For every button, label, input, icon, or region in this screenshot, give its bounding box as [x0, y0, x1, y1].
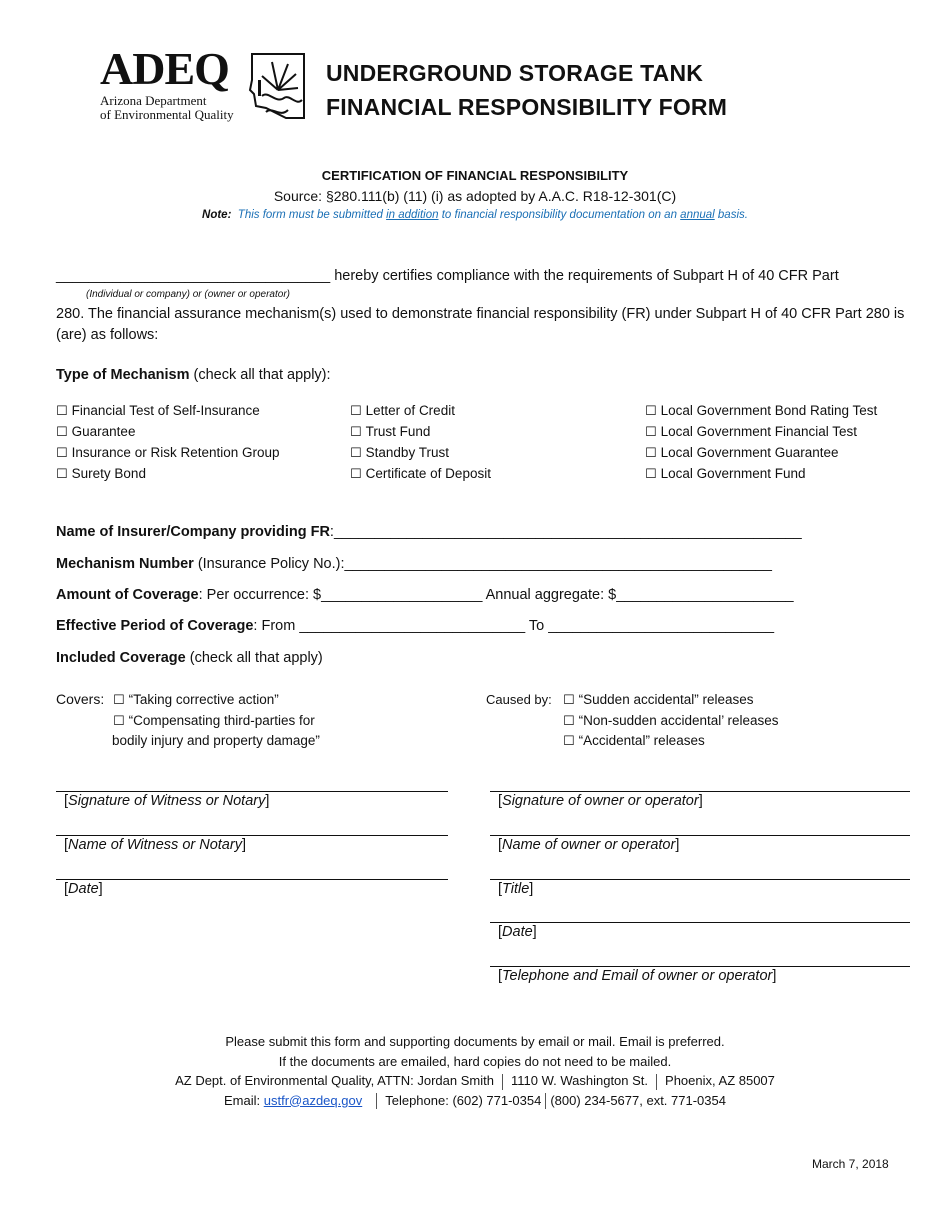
checkbox-icon[interactable]: ☐ [56, 467, 68, 482]
mechanism-column-1 [56, 401, 280, 485]
note-emphasis-annual: annual [680, 209, 715, 221]
checkbox-icon[interactable]: ☐ [350, 404, 362, 419]
witness-date-line[interactable] [56, 879, 448, 880]
mechanism-option[interactable]: ☐ Standby Trust [350, 445, 449, 461]
certifier-caption: (Individual or company) or (owner or operator) [86, 289, 290, 300]
witness-name-line[interactable] [56, 835, 448, 836]
owner-contact-label: [Telephone and Email of owner or operator] [498, 968, 777, 984]
mechanism-option[interactable]: ☐ Letter of Credit [350, 403, 455, 419]
checkbox-icon[interactable]: ☐ [350, 467, 362, 482]
checkbox-icon[interactable]: ☐ [645, 467, 657, 482]
mechanism-column-3 [645, 401, 877, 485]
owner-name-label: [Name of owner or operator] [498, 837, 680, 853]
checkbox-icon[interactable]: ☐ [113, 693, 125, 708]
certify-text: hereby certifies compliance with the requirements of Subpart H of 40 CFR Part [330, 268, 839, 284]
caused-by-option[interactable]: ☐ “Accidental” releases [563, 733, 705, 749]
footer-line-1: Please submit this form and supporting documents by email or mail. Email is preferred. [225, 1034, 725, 1049]
submission-footer [0, 1032, 950, 1110]
owner-date-line[interactable] [490, 922, 910, 923]
owner-title-label: [Title] [498, 881, 534, 897]
checkbox-icon[interactable]: ☐ [563, 693, 575, 708]
witness-signature-label: [Signature of Witness or Notary] [64, 793, 270, 809]
mechanism-number-field[interactable] [56, 556, 772, 572]
insurer-field[interactable] [56, 524, 802, 540]
amount-blanks[interactable]: : Per occurrence: $____________________ Annual aggregate: $______________________ [198, 587, 794, 603]
note-emphasis-in-addition: in addition [386, 209, 439, 221]
checkbox-icon[interactable]: ☐ [56, 446, 68, 461]
mechanism-option[interactable]: ☐ Local Government Fund [645, 466, 806, 482]
included-label: Included Coverage [56, 650, 186, 666]
mechanism-option[interactable]: ☐ Financial Test of Self-Insurance [56, 403, 260, 419]
checkbox-icon[interactable]: ☐ [350, 425, 362, 440]
footer-address: AZ Dept. of Environmental Quality, ATTN: Jordan Smith 1110 W. Washington St. Phoenix, AZ 85007 [175, 1073, 775, 1088]
checkbox-icon[interactable]: ☐ [563, 734, 575, 749]
certify-statement [56, 268, 839, 284]
email-link[interactable]: ustfr@azdeq.gov [263, 1092, 363, 1108]
certifier-name-blank[interactable]: __________________________________ [56, 268, 331, 284]
mechanism-option[interactable]: ☐ Local Government Guarantee [645, 445, 839, 461]
checkbox-icon[interactable]: ☐ [645, 446, 657, 461]
form-revision-date: March 7, 2018 [812, 1157, 889, 1171]
checkbox-icon[interactable]: ☐ [56, 404, 68, 419]
coverage-period-field[interactable] [56, 618, 774, 634]
note-text-mid: to financial responsibility documentation on an [438, 209, 681, 221]
separator [545, 1093, 546, 1109]
mechanism-option[interactable]: ☐ Guarantee [56, 424, 136, 440]
checkbox-icon[interactable]: ☐ [113, 714, 125, 729]
insurer-blank[interactable]: :__________________________________________________________ [329, 524, 802, 540]
logo-subtitle-line1: Arizona Department [100, 93, 207, 108]
covers-option[interactable]: ☐ “Compensating third-parties for [113, 713, 315, 729]
checkbox-icon[interactable]: ☐ [563, 714, 575, 729]
footer-contact: Email: ustfr@azdeq.gov Telephone: (602) 771-0354 (800) 234-5677, ext. 771-0354 [224, 1092, 726, 1108]
arizona-state-icon [248, 50, 308, 122]
mechanism-option[interactable]: ☐ Certificate of Deposit [350, 466, 491, 482]
owner-title-line[interactable] [490, 879, 910, 880]
mechanism-number-label: Mechanism Number [56, 556, 194, 572]
caused-by-option[interactable]: ☐ “Sudden accidental” releases [563, 692, 754, 708]
witness-signature-line[interactable] [56, 791, 448, 792]
form-title-line2: FINANCIAL RESPONSIBILITY FORM [326, 94, 728, 120]
period-blanks[interactable]: : From ____________________________ To ____________________________ [253, 618, 775, 634]
checkbox-icon[interactable]: ☐ [645, 425, 657, 440]
owner-contact-line[interactable] [490, 966, 910, 967]
owner-date-label: [Date] [498, 924, 537, 940]
mechanism-heading [56, 367, 331, 383]
checkbox-icon[interactable]: ☐ [350, 446, 362, 461]
amount-of-coverage-field[interactable] [56, 587, 794, 603]
separator [376, 1093, 377, 1109]
mechanism-heading-bold: Type of Mechanism [56, 367, 190, 383]
mechanism-option[interactable]: ☐ Local Government Bond Rating Test [645, 403, 878, 419]
insurer-label: Name of Insurer/Company providing FR [56, 524, 330, 540]
submission-note [0, 209, 950, 221]
amount-label: Amount of Coverage [56, 587, 199, 603]
covers-option[interactable]: ☐ “Taking corrective action” [113, 692, 279, 708]
mechanism-option[interactable]: ☐ Local Government Financial Test [645, 424, 858, 440]
mechanism-option[interactable]: ☐ Trust Fund [350, 424, 431, 440]
mechanism-column-2 [350, 401, 491, 485]
period-label: Effective Period of Coverage [56, 618, 254, 634]
covers-option-continuation: bodily injury and property damage” [112, 733, 320, 748]
separator [656, 1074, 657, 1090]
mechanism-option[interactable]: ☐ Surety Bond [56, 466, 146, 482]
checkbox-icon[interactable]: ☐ [645, 404, 657, 419]
mechanism-number-blank[interactable]: (Insurance Policy No.):_____________________________________________________ [193, 556, 772, 572]
note-text-pre: This form must be submitted [237, 209, 387, 221]
witness-name-label: [Name of Witness or Notary] [64, 837, 246, 853]
included-rest: (check all that apply) [185, 650, 323, 666]
certification-heading: CERTIFICATION OF FINANCIAL RESPONSIBILITY [321, 168, 629, 183]
checkbox-icon[interactable]: ☐ [56, 425, 68, 440]
logo-subtitle-line2: of Environmental Quality [100, 107, 234, 122]
covers-label: Covers: [56, 691, 105, 707]
mechanism-heading-rest: (check all that apply): [189, 367, 331, 383]
caused-by-label: Caused by: [486, 692, 552, 707]
owner-signature-line[interactable] [490, 791, 910, 792]
caused-by-option[interactable]: ☐ “Non-sudden accidental’ releases [563, 713, 779, 729]
note-label: Note: [202, 209, 232, 221]
witness-date-label: [Date] [64, 881, 103, 897]
form-title-line1: UNDERGROUND STORAGE TANK [326, 60, 704, 86]
separator [502, 1074, 503, 1090]
mechanism-option[interactable]: ☐ Insurance or Risk Retention Group [56, 445, 280, 461]
owner-signature-label: [Signature of owner or operator] [498, 793, 703, 809]
logo-wordmark: ADEQ [100, 43, 229, 94]
footer-line-2: If the documents are emailed, hard copies do not need to be mailed. [278, 1053, 672, 1069]
owner-name-line[interactable] [490, 835, 910, 836]
mechanism-paragraph: 280. The financial assurance mechanism(s) used to demonstrate financial responsibility (FR) under Subpart H of 40 CFR Part 280 is (are) as follows: [56, 306, 905, 343]
source-citation: Source: §280.111(b) (11) (i) as adopted by A.A.C. R18-12-301(C) [273, 188, 677, 204]
note-text-post: basis. [714, 209, 748, 221]
included-coverage-heading [56, 650, 323, 666]
